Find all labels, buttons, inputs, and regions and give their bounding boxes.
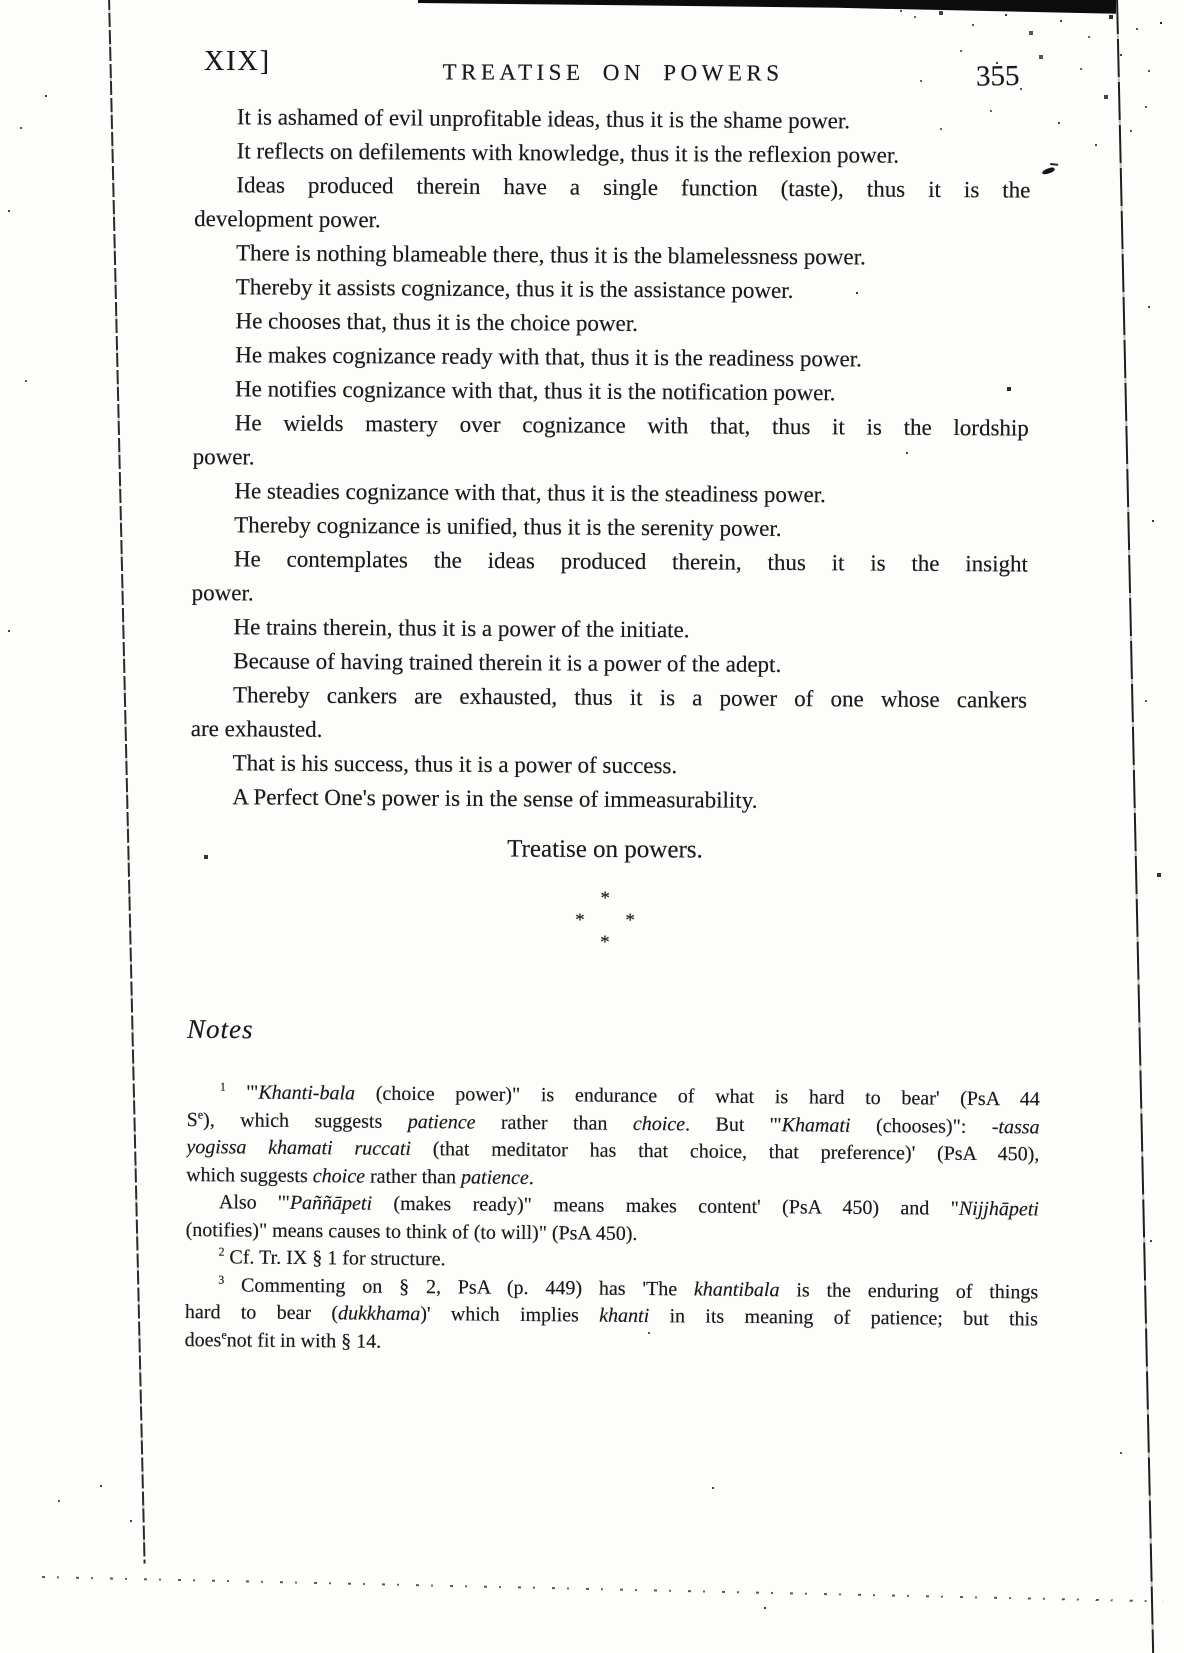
- pen-mark-artifact: [1038, 161, 1061, 180]
- body-line-12: He steadies cognizance with that, thus it is the steadiness power.: [234, 478, 826, 508]
- body-line-5: There is nothing blameable there, thus it is the blamelessness power.: [235, 240, 866, 270]
- asterisk-row-top: *: [600, 887, 610, 910]
- body-text: [190, 100, 1031, 820]
- scan-noise-top-right: [900, 10, 902, 12]
- body-line-14: He contemplates the ideas produced therein, thus it is the insight: [233, 546, 1029, 577]
- asterisk-row-bottom: *: [600, 931, 610, 954]
- body-line-8: He makes cognizance ready with that, thus it is the readiness power.: [235, 342, 862, 372]
- body-line-15: power.: [191, 579, 254, 606]
- body-line-9: He notifies cognizance with that, thus it is the notification power.: [235, 376, 836, 406]
- note-line-7: $^2$ Cf. Tr. IX § 1 for structure.: [218, 1244, 446, 1271]
- note-line-5: Also '"Paññāpeti (makes ready)" means makes content' (PsA 450) and "Nijjhāpeti: [218, 1191, 1039, 1221]
- asterisk-separator: [195, 886, 1015, 956]
- notes-heading: Notes: [186, 1013, 254, 1045]
- body-line-1: It is ashamed of evil unprofitable ideas, thus it is the shame power.: [236, 104, 851, 134]
- body-line-16: He trains therein, thus it is a power of the initiate.: [233, 614, 690, 643]
- body-line-11: power.: [192, 443, 255, 470]
- left-margin-rule: [108, 0, 146, 1564]
- pen-mark-head: [1041, 167, 1055, 176]
- notes-text: [185, 1079, 1040, 1361]
- body-line-3: Ideas produced therein have a single function (taste), thus it is the: [236, 172, 1031, 203]
- right-margin-rule: [1116, 0, 1154, 1653]
- note-line-9: hard to bear (dukkhama)' which implies khanti in its meaning of patience; but this: [184, 1300, 1039, 1331]
- body-line-10: He wields mastery over cognizance with that, thus it is the lordship: [234, 410, 1029, 441]
- scan-artifact-bottom-dotted-line: [42, 1576, 1164, 1602]
- note-line-8: $^3$ Commenting on § 2, PsA (p. 449) has 'The khantibala is the enduring of things: [218, 1272, 1039, 1303]
- running-title: TREATISE ON POWERS: [442, 59, 784, 86]
- body-line-20: That is his success, thus it is a power of success.: [232, 750, 678, 779]
- page-number: 355: [975, 59, 1020, 93]
- body-line-13: Thereby cognizance is unified, thus it is the serenity power.: [234, 512, 782, 541]
- chapter-marker: XIX]: [204, 46, 272, 77]
- note-line-10: does$^e$not fit in with § 14.: [184, 1327, 382, 1353]
- note-line-6: (notifies)" means causes to think of (to will)" (PsA 450).: [185, 1218, 638, 1245]
- note-line-3: yogissa khamati ruccati (that meditator has that choice, that preference)' (PsA 450),: [186, 1135, 1040, 1166]
- note-line-1: $^1$ '"Khanti-bala (choice power)" is endurance of what is hard to bear' (PsA 44: [219, 1079, 1040, 1111]
- body-line-18: Thereby cankers are exhausted, thus it is a power of one whose cankers: [232, 682, 1028, 713]
- note-line-4: which suggests choice rather than patience.: [186, 1163, 534, 1189]
- body-line-4: development power.: [194, 205, 381, 233]
- body-line-7: He chooses that, thus it is the choice power.: [235, 308, 639, 336]
- closing-line: Treatise on powers.: [507, 835, 703, 864]
- body-line-2: It reflects on defilements with knowledge, thus it is the reflexion power.: [236, 138, 900, 168]
- asterisk-row-middle: * *: [575, 909, 653, 932]
- scan-noise-scattered: [0, 0, 2, 2]
- body-line-17: Because of having trained therein it is a power of the adept.: [233, 648, 782, 677]
- body-line-21: A Perfect One's power is in the sense of immeasurability.: [232, 784, 758, 813]
- note-line-2: $S^e$), which suggests patience rather than choice. But '"Khamati (chooses)": -tassa: [186, 1106, 1040, 1138]
- pen-mark-tail: [1050, 163, 1058, 166]
- body-line-19: are exhausted.: [190, 715, 323, 742]
- scan-artifact-top-wedge: [418, 0, 1116, 15]
- body-line-6: Thereby it assists cognizance, thus it is the assistance power.: [235, 274, 794, 303]
